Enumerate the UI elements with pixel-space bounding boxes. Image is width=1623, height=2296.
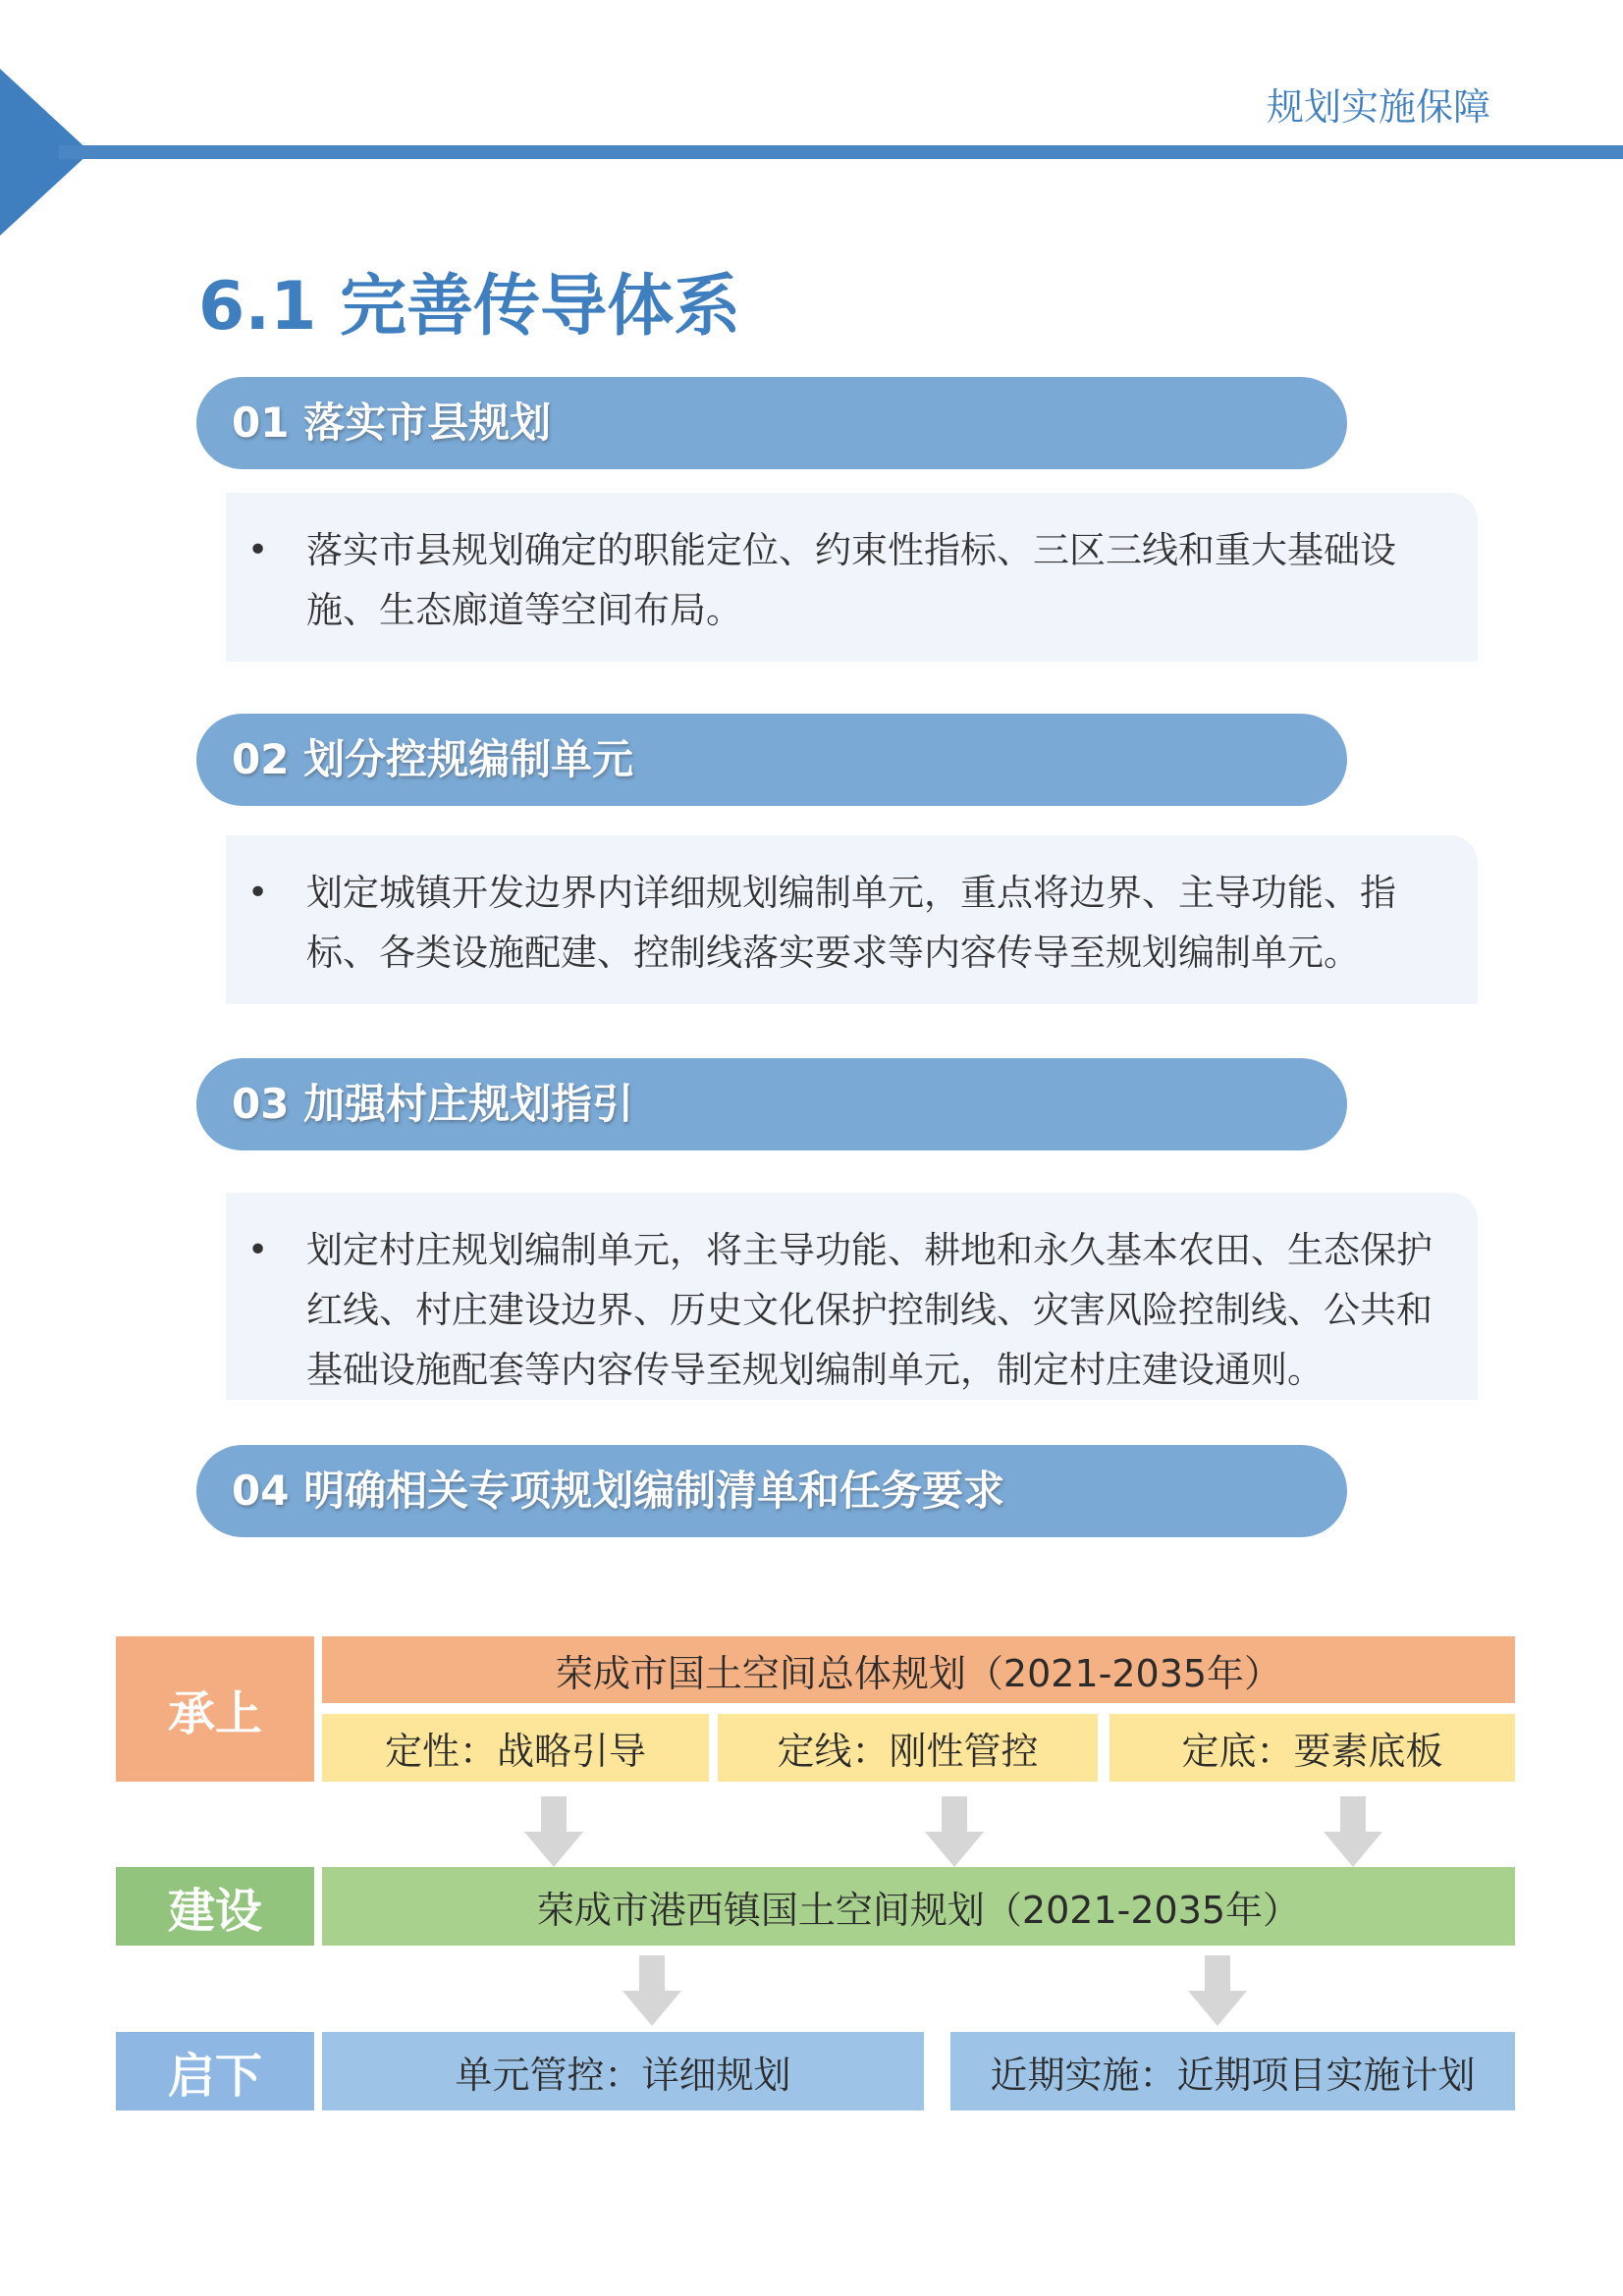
bullet-icon: • — [247, 873, 269, 913]
section-content-01 — [226, 493, 1478, 662]
page-title: 6.1 完善传导体系 — [198, 268, 741, 346]
down-arrow-icon — [1188, 1955, 1247, 2026]
diagram-lower-item-1: 单元管控：详细规划 — [322, 2032, 924, 2110]
header-rule — [59, 145, 1623, 159]
bullet-icon: • — [247, 1230, 269, 1270]
diagram-label-upper: 承上 — [116, 1636, 314, 1782]
diagram-lower-item-2: 近期实施：近期项目实施计划 — [950, 2032, 1515, 2110]
down-arrow-icon — [622, 1955, 681, 2026]
section-heading-01: 01 落实市县规划 — [196, 377, 1347, 469]
section-text-01: 落实市县规划确定的职能定位、约束性指标、三区三线和重大基础设施、生态廊道等空间布局。 — [306, 529, 1396, 631]
diagram-label-middle: 建设 — [116, 1867, 314, 1946]
down-arrow-icon — [524, 1796, 583, 1867]
section-text-02: 划定城镇开发边界内详细规划编制单元，重点将边界、主导功能、指标、各类设施配建、控制线落实要求等内容传导至规划编制单元。 — [306, 872, 1396, 974]
section-heading-02: 02 划分控规编制单元 — [196, 714, 1347, 806]
diagram-upper-item-2: 定线：刚性管控 — [718, 1714, 1098, 1782]
header-section-title: 规划实施保障 — [1267, 85, 1491, 129]
diagram-middle-plan: 荣成市港西镇国土空间规划（2021-2035年） — [322, 1867, 1515, 1946]
diagram-upper-item-3: 定底：要素底板 — [1109, 1714, 1515, 1782]
section-heading-04: 04 明确相关专项规划编制清单和任务要求 — [196, 1445, 1347, 1537]
diagram-upper-item-1: 定性：战略引导 — [322, 1714, 709, 1782]
diagram-upper-plan: 荣成市国土空间总体规划（2021-2035年） — [322, 1636, 1515, 1703]
down-arrow-icon — [925, 1796, 984, 1867]
section-text-03: 划定村庄规划编制单元，将主导功能、耕地和永久基本农田、生态保护红线、村庄建设边界、历史文化保护控制线、灾害风险控制线、公共和基础设施配套等内容传导至规划编制单元，制定村庄建设通则。 — [306, 1229, 1433, 1391]
diagram-label-lower: 启下 — [116, 2032, 314, 2110]
section-content-03 — [226, 1193, 1478, 1400]
section-heading-03: 03 加强村庄规划指引 — [196, 1058, 1347, 1150]
bullet-icon: • — [247, 530, 269, 570]
section-content-02 — [226, 835, 1478, 1004]
down-arrow-icon — [1324, 1796, 1382, 1867]
